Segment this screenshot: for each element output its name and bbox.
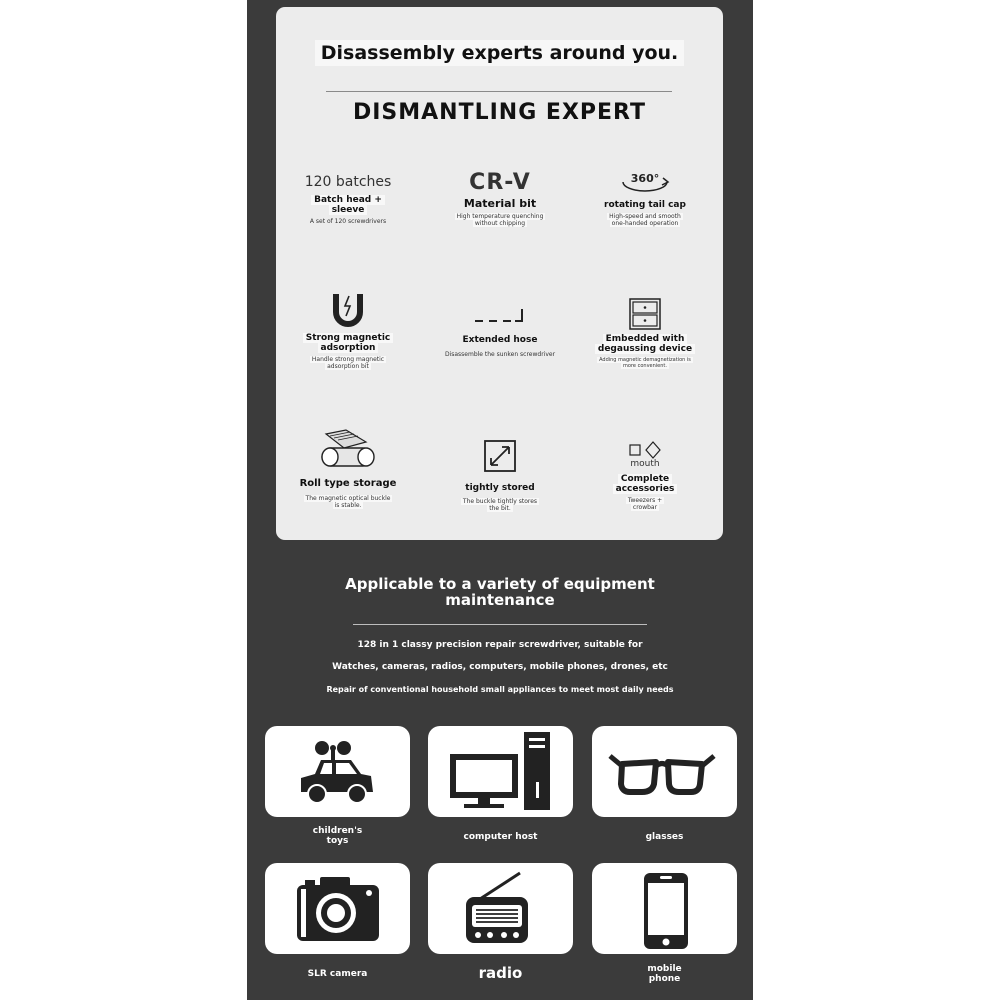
feature-title: rotating tail cap: [604, 200, 686, 210]
feature-subtitle: High temperature quenching without chipping: [456, 213, 544, 227]
feature-subtitle: Adding magnetic demagnetization is more convenient.: [599, 357, 691, 369]
radio-tile: [428, 863, 573, 954]
feature-title: Strong magnetic adsorption: [278, 333, 418, 353]
magnet-icon: [278, 290, 418, 330]
camera-label: SLR camera: [307, 969, 368, 979]
tagline: Disassembly experts around you.: [276, 42, 723, 64]
toy-car-icon: [265, 726, 410, 817]
page-title: DISMANTLING EXPERT: [352, 100, 647, 125]
feature-rotating-tail-cap: [575, 166, 715, 227]
feature-subtitle: Tweezers + crowbar: [627, 497, 663, 511]
feature-subtitle: A set of 120 screwdrivers: [309, 218, 387, 225]
roll-storage-icon: [278, 428, 418, 472]
feature-subtitle: High-speed and smooth one-handed operation: [609, 213, 681, 227]
glasses-tile: [592, 726, 737, 817]
feature-tightly-stored: [430, 439, 570, 512]
phone-label: mobile phone: [647, 964, 682, 984]
toy-label: children's toys: [312, 826, 363, 846]
feature-title: Roll type storage: [299, 478, 397, 489]
divider: [326, 91, 672, 92]
feature-title: tightly stored: [465, 483, 535, 493]
extension-hose-icon: [430, 305, 570, 325]
radio-icon: [428, 863, 573, 954]
feature-accessories: [575, 441, 715, 511]
shapes-icon: [575, 441, 715, 459]
camera-tile: [265, 863, 410, 954]
feature-subtitle: The magnetic optical buckle is stable.: [305, 495, 391, 509]
feature-headline: CR-V: [469, 170, 531, 195]
feature-120-batches: [278, 174, 418, 225]
feature-title: Extended hose: [462, 335, 538, 345]
compact-storage-icon: [430, 439, 570, 473]
feature-headline: mouth: [630, 459, 660, 469]
feature-title: Batch head + sleeve: [278, 195, 418, 215]
radio-label: radio: [478, 964, 523, 982]
degausser-icon: [575, 297, 715, 331]
feature-headline: 120 batches: [304, 174, 392, 190]
divider: [353, 624, 647, 625]
description-line: Repair of conventional household small appliances to meet most daily needs: [326, 685, 674, 694]
glasses-icon: [592, 726, 737, 817]
rotation-degree-text: 360°: [630, 172, 660, 185]
glasses-label: glasses: [645, 832, 684, 842]
feature-title: Material bit: [463, 197, 537, 210]
computer-tile: [428, 726, 573, 817]
equipment-title: Applicable to a variety of equipment maintenance: [345, 575, 655, 609]
phone-icon: [592, 863, 737, 954]
feature-roll-storage: [278, 428, 418, 509]
feature-magnetic: [278, 290, 418, 370]
camera-icon: [265, 863, 410, 954]
description-line: 128 in 1 classy precision repair screwdriver, suitable for: [357, 640, 643, 650]
feature-subtitle: Handle strong magnetic adsorption bit: [311, 356, 385, 370]
computer-label: computer host: [463, 832, 538, 842]
description-line: Watches, cameras, radios, computers, mobile phones, drones, etc: [332, 662, 668, 672]
feature-title: Complete accessories: [575, 474, 715, 494]
computer-icon: [428, 726, 573, 817]
feature-title: Embedded with degaussing device: [575, 334, 715, 354]
phone-tile: [592, 863, 737, 954]
feature-extended-hose: [430, 305, 570, 358]
toy-tile: [265, 726, 410, 817]
rotation-arrow-icon: [575, 166, 715, 196]
feature-degaussing: [575, 297, 715, 369]
feature-subtitle: The buckle tightly stores the bit.: [462, 498, 538, 512]
feature-subtitle: Disassemble the sunken screwdriver: [444, 351, 556, 358]
feature-crv: [430, 170, 570, 227]
